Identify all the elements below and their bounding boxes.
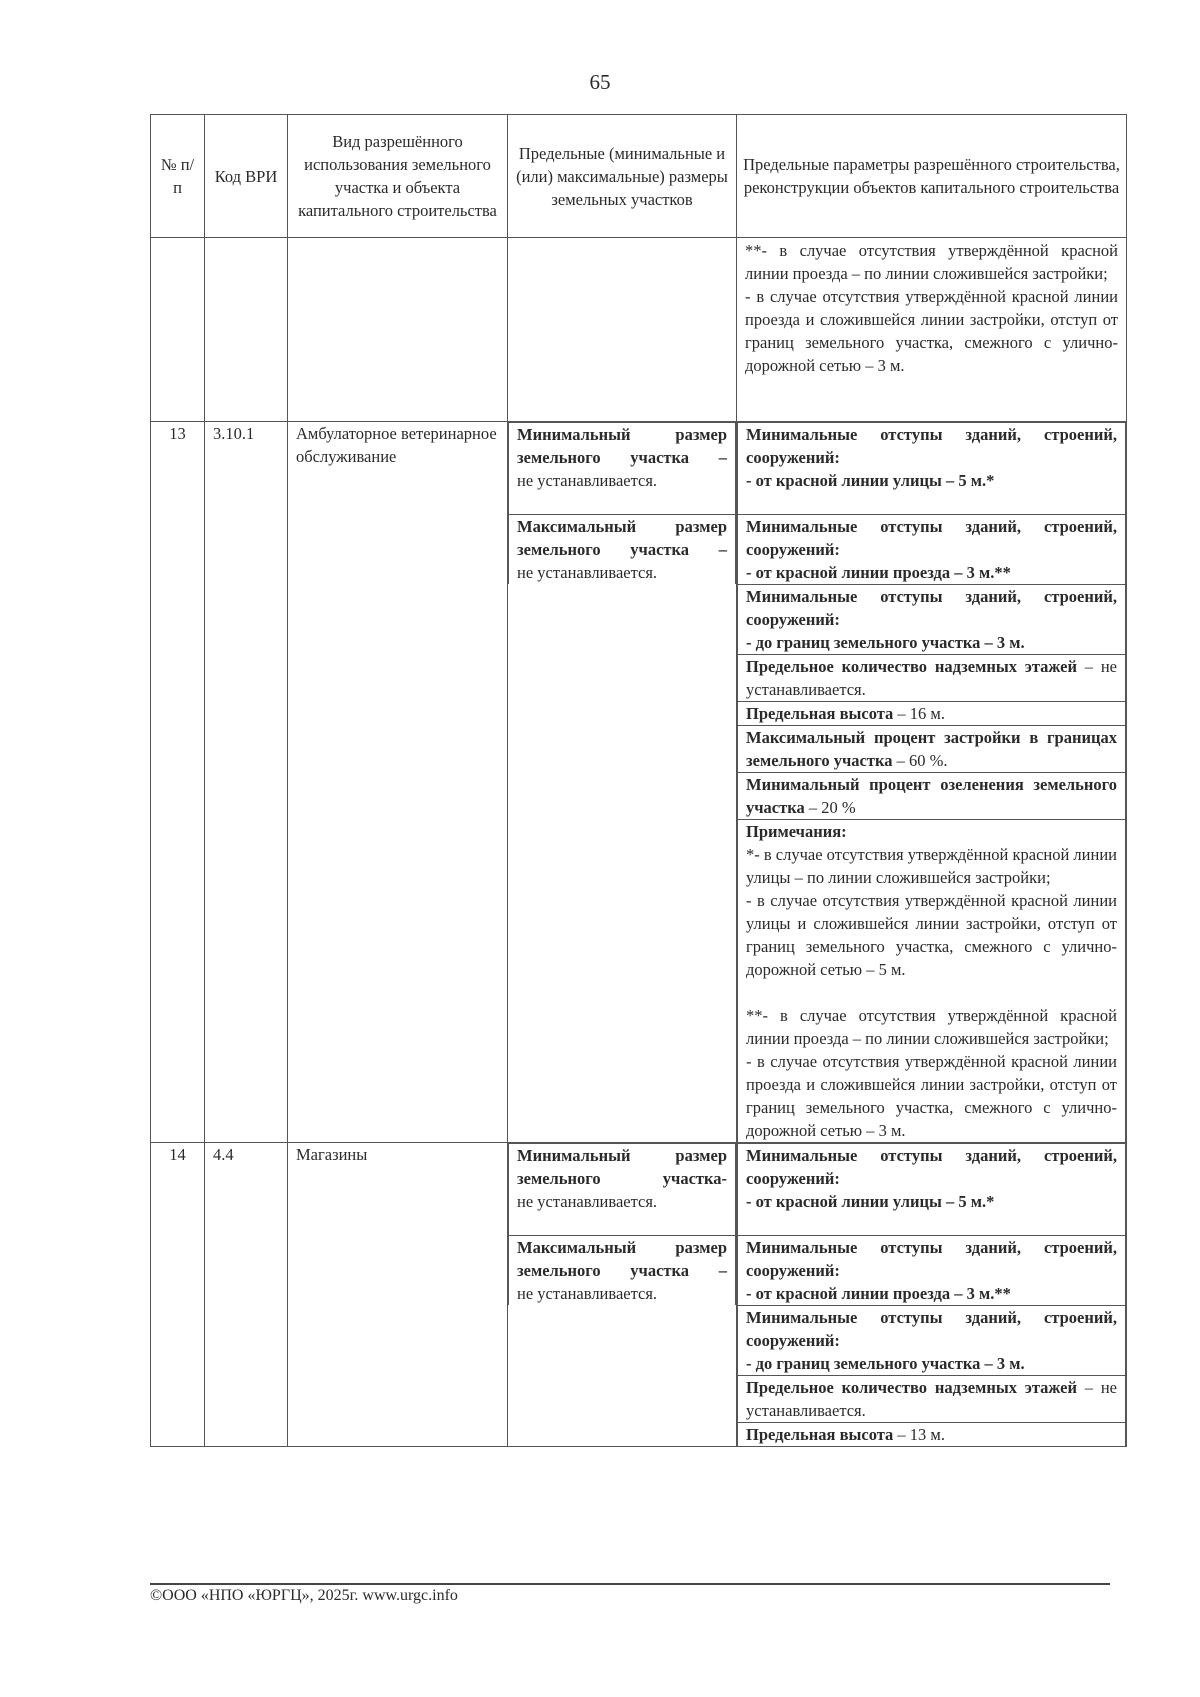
note-paragraph: **- в случае отсутствия утверждённой красной линии проезда – по линии сложившейся застройки; xyxy=(745,241,1118,283)
note-paragraph: **- в случае отсутствия утверждённой красной линии проезда – по линии сложившейся застройки; xyxy=(746,1006,1117,1048)
cell-num: 14 xyxy=(151,1143,205,1447)
note-paragraph: - в случае отсутствия утверждённой красной линии проезда и сложившейся линии застройки, отступ от границ земельного участка, смежного с улично-дорожной сетью – 3 м. xyxy=(745,287,1118,375)
table-header-row xyxy=(151,115,1127,238)
max-size-value: не устанавливается. xyxy=(517,1284,658,1303)
sizes-subtable xyxy=(508,1143,736,1305)
param-title: Минимальные отступы зданий, строений, сооружений: xyxy=(746,587,1117,629)
footer-copyright: ©ООО «НПО «ЮРГЦ», 2025г. www.urgc.info xyxy=(150,1587,458,1604)
notes-title: Примечания: xyxy=(746,822,847,841)
param-value: - от красной линии улицы – 5 м.* xyxy=(746,1192,995,1211)
note-paragraph: - в случае отсутствия утверждённой красной линии проезда и сложившейся линии застройки, отступ от границ земельного участка, смежного с улично-дорожной сетью – 3 м. xyxy=(746,1052,1117,1140)
max-size-title: Максимальный размер земельного участка – xyxy=(517,1238,727,1280)
table-row-continued xyxy=(151,238,1127,422)
cell-params xyxy=(737,238,1127,422)
param-value: – 60 %. xyxy=(892,751,948,770)
param-title: Минимальные отступы зданий, строений, сооружений: xyxy=(746,517,1117,559)
param-title: Максимальный процент застройки в границах земельного участка xyxy=(746,728,1117,770)
param-value: - до границ земельного участка – 3 м. xyxy=(746,633,1025,652)
param-title: Минимальные отступы зданий, строений, сооружений: xyxy=(746,1146,1117,1188)
param-title: Минимальные отступы зданий, строений, сооружений: xyxy=(746,1308,1117,1350)
cell-num xyxy=(151,238,205,422)
params-subtable xyxy=(737,1143,1126,1446)
header-num: № п/п xyxy=(151,115,205,238)
min-size-title: Минимальный размер земельного участка- xyxy=(517,1146,727,1188)
cell-sizes xyxy=(508,1143,737,1447)
sizes-subtable xyxy=(508,422,736,584)
cell-num: 13 xyxy=(151,422,205,1143)
min-size-value: не устанавливается. xyxy=(517,471,658,490)
cell-sizes xyxy=(508,422,737,1143)
param-value: - от красной линии улицы – 5 м.* xyxy=(746,471,995,490)
footer-divider xyxy=(150,1583,1110,1585)
cell-code xyxy=(205,238,288,422)
header-params: Предельные параметры разрешённого строительства, реконструкции объектов капитального строительства xyxy=(737,115,1127,238)
cell-use: Амбулаторное ветеринарное обслуживание xyxy=(288,422,508,1143)
param-value: - от красной линии проезда – 3 м.** xyxy=(746,1284,1011,1303)
param-value: - до границ земельного участка – 3 м. xyxy=(746,1354,1025,1373)
param-value: - от красной линии проезда – 3 м.** xyxy=(746,563,1011,582)
header-use: Вид разрешённого использования земельного участка и объекта капитального строительства xyxy=(288,115,508,238)
max-size-title: Максимальный размер земельного участка – xyxy=(517,517,727,559)
cell-code: 4.4 xyxy=(205,1143,288,1447)
cell-use: Магазины xyxy=(288,1143,508,1447)
page-number: 65 xyxy=(589,70,611,94)
note-paragraph: *- в случае отсутствия утверждённой красной линии улицы – по линии сложившейся застройки; xyxy=(746,845,1117,887)
param-value: – не устанавливается. xyxy=(746,657,1117,699)
params-subtable xyxy=(737,422,1126,1142)
param-value: – не устанавливается. xyxy=(746,1378,1117,1420)
cell-sizes xyxy=(508,238,737,422)
cell-use xyxy=(288,238,508,422)
table-row-14 xyxy=(151,1143,1127,1447)
header-sizes: Предельные (минимальные и (или) максимальные) размеры земельных участков xyxy=(508,115,737,238)
param-value: – 13 м. xyxy=(893,1425,945,1444)
param-title: Предельное количество надземных этажей xyxy=(746,1378,1078,1397)
min-size-value: не устанавливается. xyxy=(517,1192,658,1211)
param-title: Минимальный процент озеленения земельного участка xyxy=(746,775,1117,817)
param-title: Предельная высота xyxy=(746,704,894,723)
min-size-title: Минимальный размер земельного участка – xyxy=(517,425,727,467)
table-row-13 xyxy=(151,422,1127,1143)
cell-code: 3.10.1 xyxy=(205,422,288,1143)
note-paragraph: - в случае отсутствия утверждённой красной линии улицы и сложившейся линии застройки, отступ от границ земельного участка, смежного с улично-дорожной сетью – 5 м. xyxy=(746,891,1117,979)
cell-params xyxy=(737,1143,1127,1447)
regulations-table xyxy=(150,114,1127,1447)
param-value: – 20 % xyxy=(804,798,856,817)
param-title: Предельная высота xyxy=(746,1425,894,1444)
param-title: Предельное количество надземных этажей xyxy=(746,657,1078,676)
header-code: Код ВРИ xyxy=(205,115,288,238)
max-size-value: не устанавливается. xyxy=(517,563,658,582)
param-value: – 16 м. xyxy=(893,704,945,723)
param-title: Минимальные отступы зданий, строений, сооружений: xyxy=(746,425,1117,467)
param-title: Минимальные отступы зданий, строений, сооружений: xyxy=(746,1238,1117,1280)
cell-params xyxy=(737,422,1127,1143)
